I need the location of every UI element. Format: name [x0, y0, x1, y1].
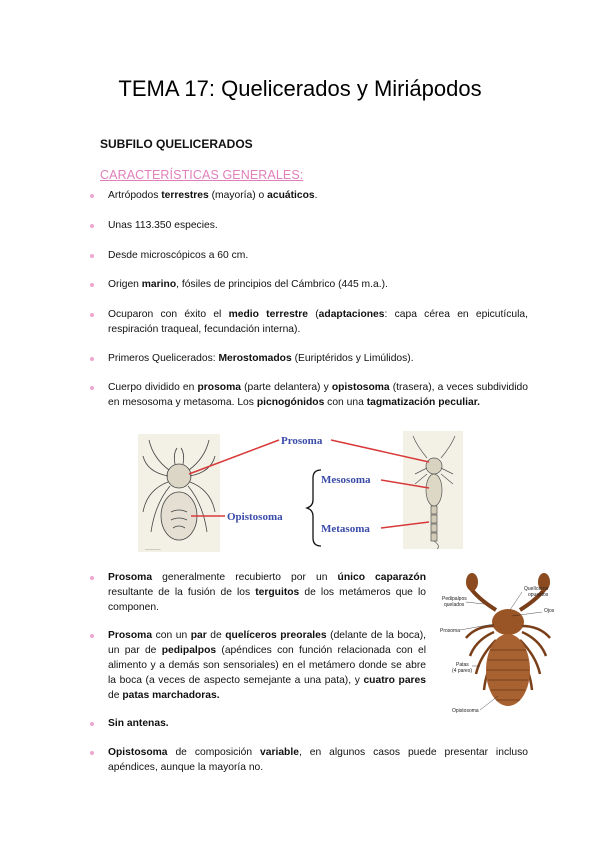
scorpion-label-prosoma: Prosoma — [440, 628, 461, 634]
bullet-dot-icon — [90, 751, 94, 755]
subphylum-heading: SUBFILO QUELICERADOS — [100, 137, 253, 151]
bullet-dot-icon — [90, 634, 94, 638]
diagram-label-mesosoma: Mesosoma — [321, 474, 371, 486]
bullet-text: Unas 113.350 especies. — [108, 220, 218, 231]
bracket-icon — [307, 470, 321, 546]
diagram-label-prosoma: Prosoma — [281, 435, 323, 447]
bullet-text: Cuerpo dividido en prosoma (parte delantera) y opistosoma (trasera), a veces subdividido en mesosoma y metasoma. Los picnogónidos con una tagmatización peculiar. — [108, 382, 528, 408]
scorpion-label-queliceros-2: opuestos — [528, 592, 549, 598]
bullet-dot-icon — [90, 313, 94, 317]
bullet-dot-icon — [90, 386, 94, 390]
scorpion-label-pedipalpos: Pedipalpos — [442, 596, 467, 602]
spider-caption: _______ — [145, 545, 161, 550]
scorpion-label-queliceros: Quelíceros — [524, 586, 549, 592]
page-title: TEMA 17: Quelicerados y Miriápodos — [118, 76, 482, 101]
bullet-dot-icon — [90, 283, 94, 287]
diagram-label-metasoma: Metasoma — [321, 523, 370, 535]
scorpion-label-patas: Patas — [456, 662, 469, 668]
section-heading: CARACTERÍSTICAS GENERALES: — [100, 168, 304, 182]
bullet-dot-icon — [90, 722, 94, 726]
scorpion-label-opistosoma: Opistosoma — [452, 708, 479, 714]
bullet-dot-icon — [90, 576, 94, 580]
bullet-dot-icon — [90, 224, 94, 228]
diagram-label-opistosoma: Opistosoma — [227, 511, 283, 523]
bullet-text: Desde microscópicos a 60 cm. — [108, 250, 249, 261]
bullet-text: Artrópodos terrestres (mayoría) o acuáticos. — [108, 190, 318, 201]
scorpion-diagram — [436, 570, 586, 720]
bullet-dot-icon — [90, 357, 94, 361]
bullet-text: Prosoma generalmente recubierto por un único caparazón resultante de la fusión de los terguitos de los metámeros que lo componen. — [108, 572, 426, 613]
bullet-text: Origen marino, fósiles de principios del Cámbrico (445 m.a.). — [108, 279, 388, 290]
scorpion-label-ojos: Ojos — [544, 608, 555, 614]
bullet-text: Opistosoma de composición variable, en algunos casos puede presentar incluso apéndices, aunque la mayoría no. — [108, 747, 528, 773]
scorpion-label-patas-2: (4 pares) — [452, 668, 473, 674]
bullet-text: Primeros Quelicerados: Merostomados (Euriptéridos y Limúlidos). — [108, 353, 414, 364]
bullet-text: Ocuparon con éxito el medio terrestre (adaptaciones: capa cérea en epicutícula, respiración traqueal, fecundación interna). — [108, 309, 528, 335]
bullet-dot-icon — [90, 254, 94, 258]
bullet-dot-icon — [90, 194, 94, 198]
scorpion-label-pedipalpos-2: quelados — [444, 602, 465, 608]
bullet-text: Prosoma con un par de quelíceros preorales (delante de la boca), un par de pedipalpos (apéndices con función relacionada con el alimento y a demás son sensoriales) en el metámero donde se abre la boca (a veces de aspecto semejante a una pata), y cuatro pares de patas marchadoras. — [108, 630, 427, 701]
body-division-diagram — [135, 428, 465, 556]
bullet-text: Sin antenas. — [108, 718, 169, 729]
